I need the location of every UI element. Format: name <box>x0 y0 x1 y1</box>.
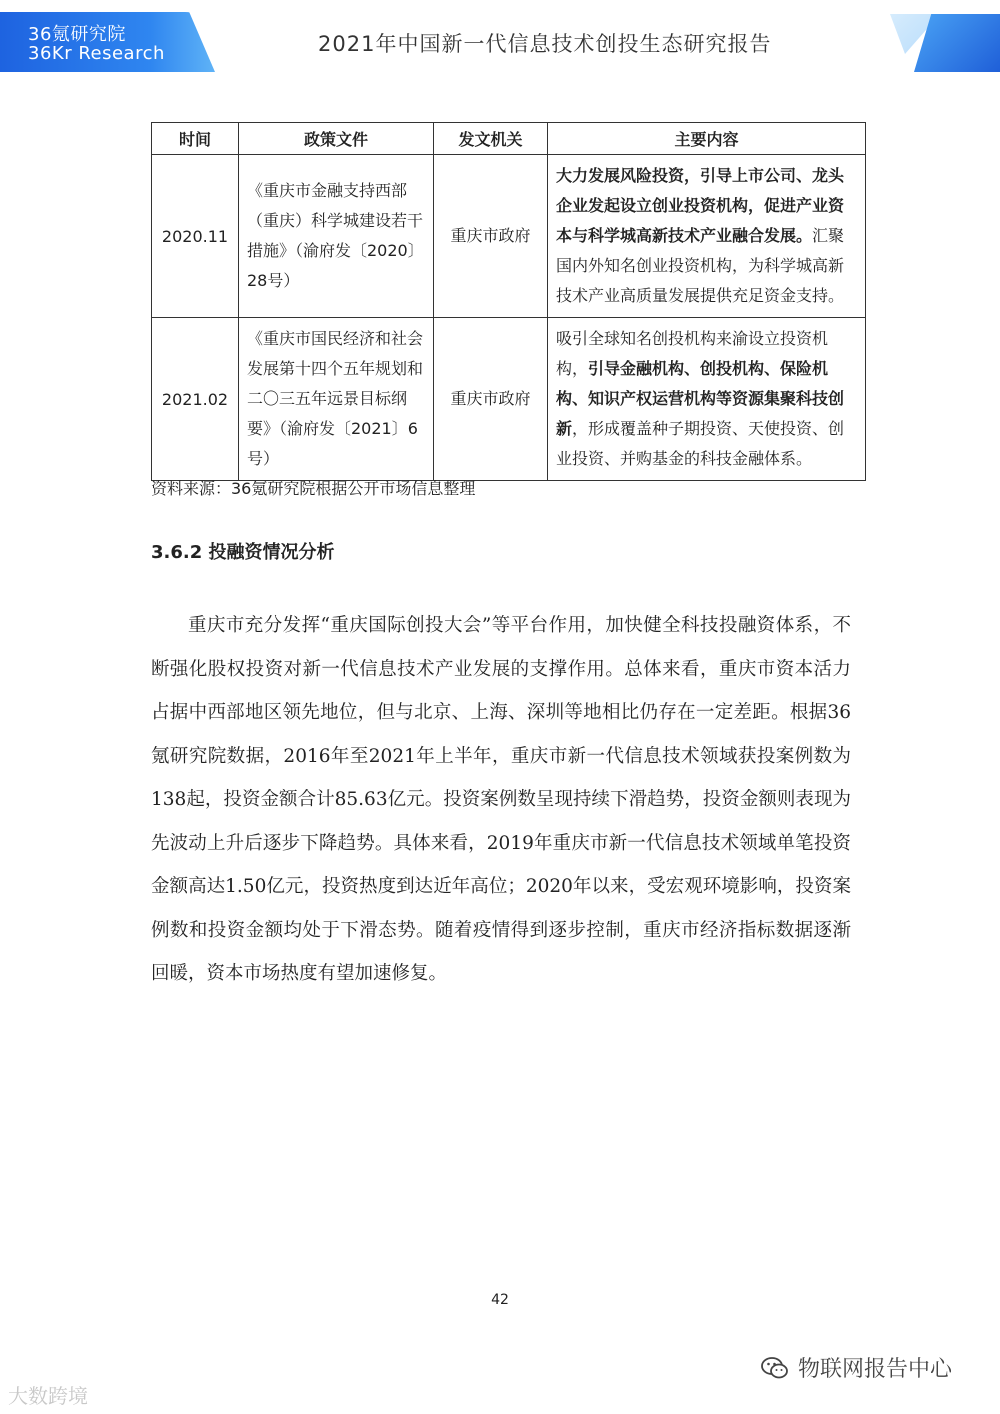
source-note: 资料来源：36氪研究院根据公开市场信息整理 <box>151 479 476 498</box>
body-paragraph: 重庆市充分发挥“重庆国际创投大会”等平台作用，加快健全科技投融资体系，不断强化股权投资对新一代信息技术产业发展的支撑作用。总体来看，重庆市资本活力占据中西部地区领先地位，但与北京、上海、深圳等地相比仍存在一定差距。根据36氪研究院数据，2016年至2021年上半年，重庆市新一代信息技术领域获投案例数为138起，投资金额合计85.63亿元。投资案例数呈现持续下滑趋势，投资金额则表现为先波动上升后逐步下降趋势。具体来看，2019年重庆市新一代信息技术领域单笔投资金额高达1.50亿元，投资热度到达近年高位；2020年以来，受宏观环境影响，投资案例数和投资金额均处于下滑态势。随着疫情得到逐步控制，重庆市经济指标数据逐渐回暖，资本市场热度有望加速修复。 <box>151 615 851 984</box>
cell-doc: 《重庆市金融支持西部（重庆）科学城建设若干措施》（渝府发〔2020〕28号） <box>239 155 434 318</box>
policy-table <box>151 122 866 481</box>
logo-text-en: 36Kr Research <box>28 43 165 64</box>
section-heading: 3.6.2 投融资情况分析 <box>151 542 335 563</box>
content-before: 吸引全球知名创投机构来渝设立投资机构， <box>556 329 829 378</box>
cell-org: 重庆市政府 <box>434 155 548 318</box>
wechat-icon <box>760 1355 790 1381</box>
page-header <box>0 0 1000 80</box>
cell-time: 2021.02 <box>152 318 239 481</box>
cell-content <box>548 318 866 481</box>
table-row <box>152 318 866 481</box>
cell-content <box>548 155 866 318</box>
content-after: 汇聚国内外知名创业投资机构，为科学城高新技术产业高质量发展提供充足资金支持。 <box>556 226 845 305</box>
table-header-row <box>152 123 866 155</box>
cell-time: 2020.11 <box>152 155 239 318</box>
logo-text-cn: 36氪研究院 <box>28 24 126 45</box>
content-bold: 大力发展风险投资，引导上市公司、龙头企业发起设立创业投资机构，促进产业资本与科学城高新技术产业融合发展。 <box>556 166 845 245</box>
report-title: 2021年中国新一代信息技术创投生态研究报告 <box>318 32 772 56</box>
header-org: 发文机关 <box>434 123 548 155</box>
header-content: 主要内容 <box>548 123 866 155</box>
watermark-right-text: 物联网报告中心 <box>798 1357 953 1382</box>
page-number: 42 <box>491 1292 509 1308</box>
cell-doc: 《重庆市国民经济和社会发展第十四个五年规划和二〇三五年远景目标纲要》（渝府发〔2021〕6号） <box>239 318 434 481</box>
watermark-right <box>760 1352 952 1383</box>
content-after: ，形成覆盖种子期投资、天使投资、创业投资、并购基金的科技金融体系。 <box>556 419 845 468</box>
header-doc: 政策文件 <box>239 123 434 155</box>
cell-org: 重庆市政府 <box>434 318 548 481</box>
watermark-left: 大数跨境 <box>8 1384 88 1408</box>
content-bold: 引导金融机构、创投机构、保险机构、知识产权运营机构等资源集聚科技创新 <box>556 359 845 438</box>
table-row <box>152 155 866 318</box>
header-time: 时间 <box>152 123 239 155</box>
